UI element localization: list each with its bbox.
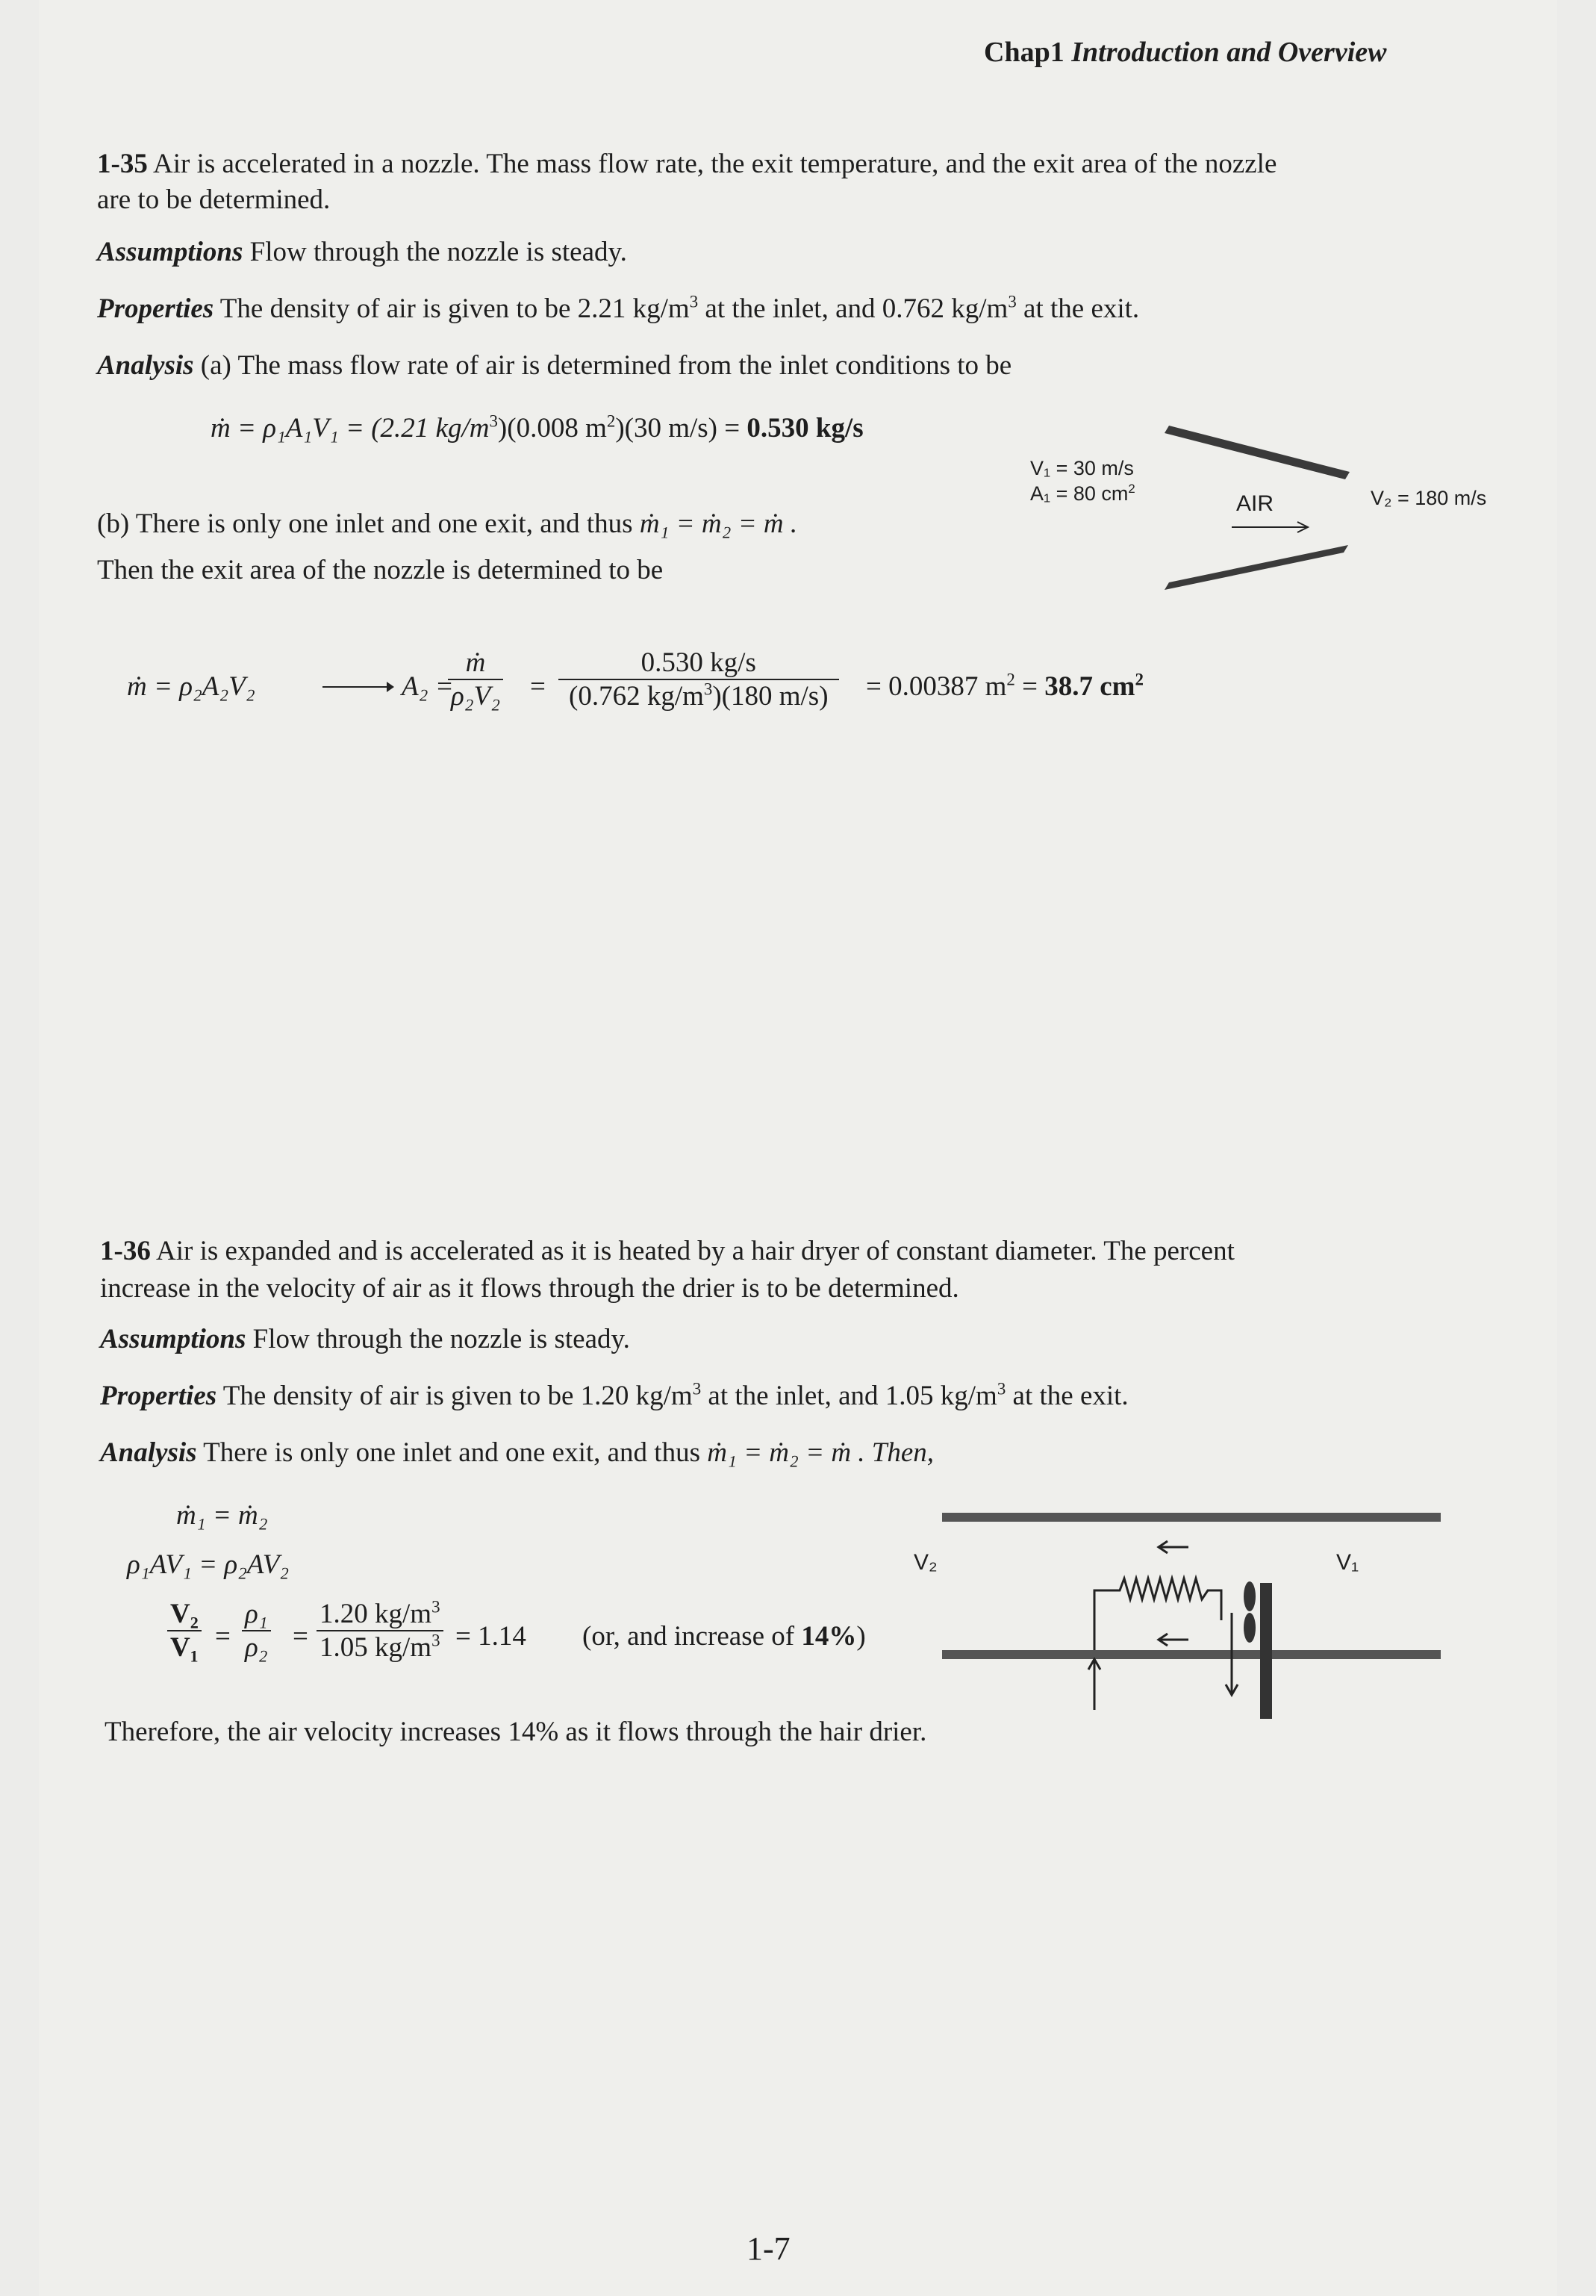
flow-arrow-icon (1232, 520, 1314, 535)
p135-intro-line2: are to be determined. (97, 184, 331, 215)
ratio-result: = 1.14 (455, 1621, 526, 1652)
p136-equation-line2: ρ₁AV₁ = ρ₂AV₂ (127, 1549, 290, 1580)
p136-equation-line1: ṁ₁ = ṁ₂ (176, 1500, 268, 1531)
p135-properties: Properties The density of air is given to be 2.21 $kg/m^3$ at the inlet, and 0.762 $kg/m^3$ at the exit. (97, 292, 1140, 324)
density-values-fraction: $\frac{1.20 kg/m^3}{1.05 kg/m^3}$ (317, 1598, 443, 1664)
percent-increase-note: (or, and increase of 14%) (582, 1621, 866, 1652)
dryer-exit-velocity: V₂ (914, 1550, 938, 1575)
p135-intro-line1: 1-35 Air is accelerated in a nozzle. The mass flow rate, the exit temperature, and the exit area of the nozzle (97, 149, 1277, 179)
p135-equation-exit-area: ṁ = ρ₂A₂V₂ A₂ = $\frac{\text{ṁ}}{\text{ρ₂V₂}}$ = $\frac{0.530 kg/s}{(0.762 kg/m^3)(180 m/s)}$ = 0.00387 $m^2 = 38.7$ $cm^2$ (127, 647, 1144, 712)
p136-assumptions: Assumptions Flow through the nozzle is steady. (100, 1324, 630, 1354)
chapter-title: Introduction and Overview (1071, 37, 1387, 68)
p135-equation-mass-flow: ṁ = ρ₁A₁V₁ = (2.21 $kg/m^3)(0.008$ $m^2)(30$ m/s) = 0.530 kg/s (211, 411, 864, 444)
p136-intro-line1: 1-36 Air is expanded and is accelerated as it is heated by a hair dryer of constant diameter. The percent (100, 1236, 1235, 1266)
hair-dryer-figure (896, 1501, 1448, 1725)
page (39, 0, 1557, 2296)
p136-number: 1-36 (100, 1236, 151, 1266)
nozzle-air-label: AIR (1236, 491, 1274, 516)
p135-analysis: Analysis (a) The mass flow rate of air is determined from the inlet conditions to be (97, 350, 1012, 381)
density-ratio-fraction: $\frac{\text{ρ₁}}{\text{ρ₂}}$ (242, 1598, 271, 1664)
hair-dryer-drawing (896, 1501, 1448, 1725)
p135-number: 1-35 (97, 149, 148, 179)
nozzle-figure (1015, 418, 1523, 612)
p136-intro-line2: increase in the velocity of air as it flows through the drier is to be determined. (100, 1273, 959, 1304)
arrow-right-icon (322, 679, 394, 694)
chapter-header (984, 36, 1386, 69)
page-number: 1-7 (746, 2230, 791, 2267)
dryer-inlet-velocity: V₁ (1336, 1550, 1359, 1575)
p135-assumptions: Assumptions Flow through the nozzle is steady. (97, 237, 627, 267)
nozzle-inlet-area: A₁ = 80 $cm^2$ (1030, 482, 1135, 505)
velocity-ratio-fraction: $\frac{\text{V₂}}{\text{V₁}}$ (167, 1598, 202, 1664)
p135-part-b-line1: (b) There is only one inlet and one exit, and thus ṁ₁ = ṁ₂ = ṁ . (97, 508, 798, 539)
nozzle-inlet-velocity: V₁ = 30 m/s (1030, 457, 1134, 479)
p135-fraction-mdot-over-rho-v: $\frac{\text{ṁ}}{\text{ρ₂V₂}}$ (448, 647, 503, 712)
p135-part-b-line2: Then the exit area of the nozzle is determined to be (97, 555, 664, 585)
chapter-number: Chap1 (984, 37, 1064, 68)
p135-fraction-numeric: $\frac{0.530 kg/s}{(0.762 kg/m^3)(180 m/s)}$ (558, 647, 839, 712)
p136-analysis: Analysis There is only one inlet and one exit, and thus ṁ₁ = ṁ₂ = ṁ . Then, (100, 1437, 935, 1468)
p136-properties: Properties The density of air is given to be 1.20 $kg/m^3$ at the inlet, and 1.05 $kg/m^3$ at the exit. (100, 1379, 1129, 1411)
nozzle-exit-velocity: V₂ = 180 m/s (1371, 487, 1487, 509)
p136-conclusion: Therefore, the air velocity increases 14% as it flows through the hair drier. (105, 1717, 927, 1747)
p136-equation-ratio: $\frac{\text{V₂}}{\text{V₁}}$ = $\frac{\text{ρ₁}}{\text{ρ₂}}$ = $\frac{1.20 kg/m^3}{1.05 kg/m^3}$ = 1.14 (or, and increase of 14%) (167, 1598, 914, 1680)
